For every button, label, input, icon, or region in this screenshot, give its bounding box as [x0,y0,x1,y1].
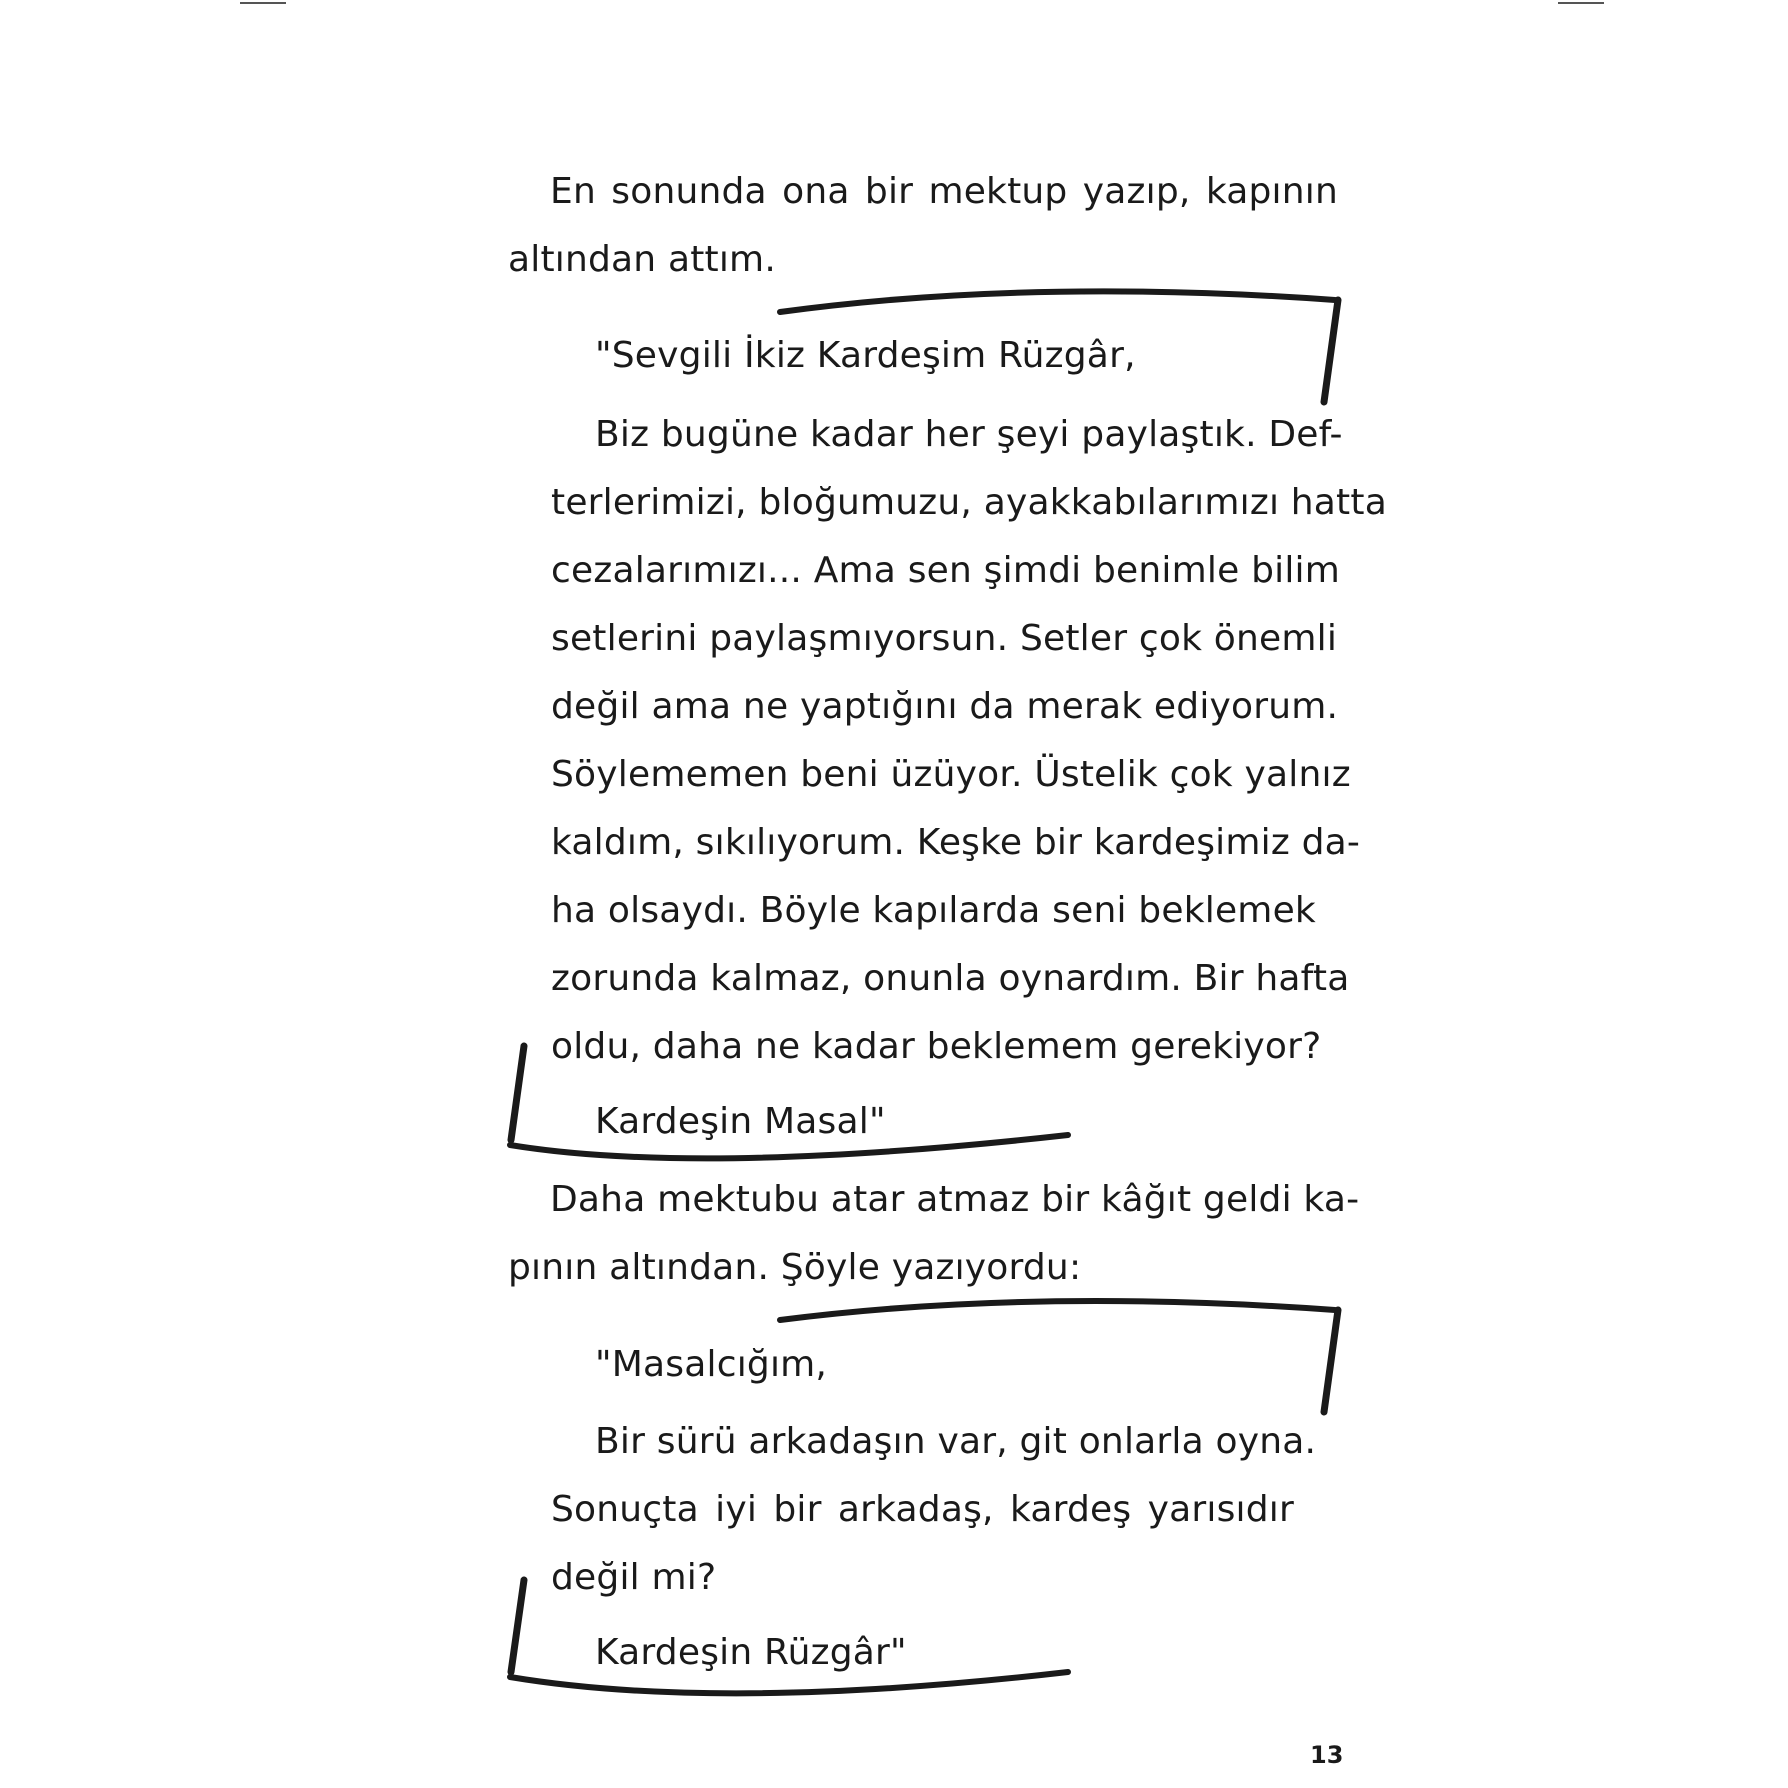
letter1-line: cezalarımızı... Ama sen şimdi benimle bilim [551,550,1340,591]
letter1-line: oldu, daha ne kadar beklemem gerekiyor? [551,1026,1322,1067]
letter1-line: setlerini paylaşmıyorsun. Setler çok önemli [551,618,1338,659]
page-number: 13 [1310,1741,1344,1769]
letter1-line: ha olsaydı. Böyle kapılarda seni beklemek [551,890,1316,931]
letter2-signature: Kardeşin Rüzgâr" [595,1632,907,1673]
paragraph2-line: Daha mektubu atar atmaz bir kâğıt geldi ka- [550,1179,1360,1220]
letter2-line: Sonuçta iyi bir arkadaş, kardeş yarısıdır [551,1489,1294,1530]
letter2-salutation: "Masalcığım, [595,1344,828,1385]
letter1-line: Söylememen beni üzüyor. Üstelik çok yalnız [551,754,1351,795]
paragraph1-line: En sonunda ona bir mektup yazıp, kapının [550,171,1338,212]
letter1-bracket-bottom-left-rise [511,1046,524,1140]
paragraph2-line: pının altından. Şöyle yazıyordu: [508,1247,1082,1288]
letter1-line: zorunda kalmaz, onunla oynardım. Bir hafta [551,958,1350,999]
letter1-salutation: "Sevgili İkiz Kardeşim Rüzgâr, [595,335,1136,376]
letter1-bracket-top-right [780,291,1335,312]
letter1-line: kaldım, sıkılıyorum. Keşke bir kardeşimiz da- [551,822,1361,863]
letter2-line: değil mi? [551,1557,717,1598]
letter2-bracket-bottom-left-rise [511,1580,524,1672]
letter2-bracket-bottom-left [510,1672,1068,1693]
letter1-signature: Kardeşin Masal" [595,1101,886,1142]
letter1-line: değil ama ne yaptığını da merak ediyorum. [551,686,1339,727]
letter2-bracket-top-right [780,1301,1335,1320]
letter1-line: Biz bugüne kadar her şeyi paylaştık. Def- [595,414,1343,455]
letter1-line: terlerimizi, bloğumuzu, ayakkabılarımızı hatta [551,482,1387,523]
paragraph1-line: altından attım. [508,239,776,280]
letter2-line: Bir sürü arkadaşın var, git onlarla oyna. [595,1421,1317,1462]
